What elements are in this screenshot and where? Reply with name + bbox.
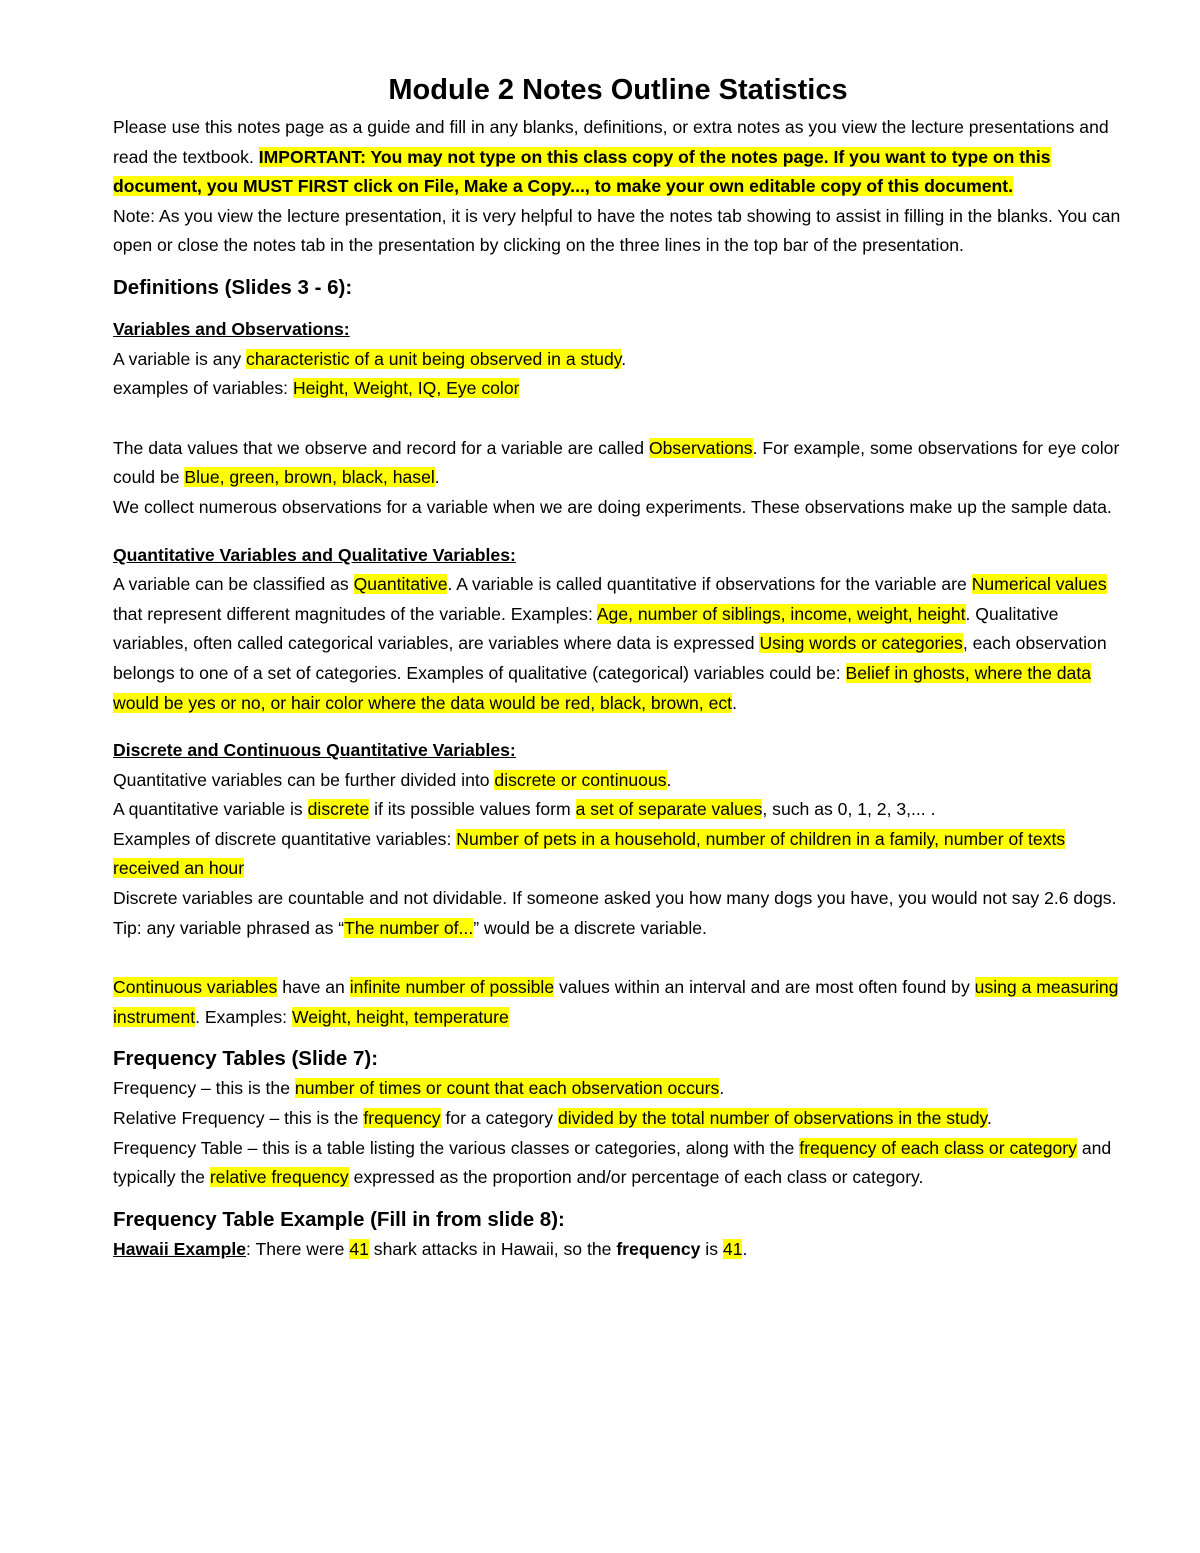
section-heading-frequency-tables: Frequency Tables (Slide 7): <box>113 1047 379 1071</box>
fill-in-answer: using a measuring instrument <box>113 977 1119 1027</box>
variable-examples: examples of variables: Height, Weight, IQ, Eye color <box>113 378 520 399</box>
example-label: Hawaii Example <box>113 1238 246 1259</box>
intro-paragraph: Please use this notes page as a guide and fill in any blanks, definitions, or extra notes as you view the lecture presentations and read the textbook. IMPORTANT: You may not type on this class copy of the notes page. If you want to type on this document, you MUST FIRST click on File, Make a Copy..., to make your own editable copy of this document. <box>113 117 1109 197</box>
frequency-definition: Frequency – this is the number of times or count that each observation occurs. <box>113 1078 725 1099</box>
important-notice: IMPORTANT: You may not type on this class copy of the notes page. If you want to type on this document, you MUST FIRST click on File, Make a Copy..., to make your own editable copy of this document. <box>113 146 1051 197</box>
fill-in-answer: Numerical values <box>971 574 1107 595</box>
fill-in-answer: divided by the total number of observations in the study <box>557 1108 987 1129</box>
fill-in-answer: 41 <box>722 1238 743 1259</box>
fill-in-answer: The number of... <box>344 917 474 938</box>
fill-in-answer: Number of pets in a household, number of children in a family, number of texts received an hour <box>113 828 1066 879</box>
fill-in-answer: Age, number of siblings, income, weight, height <box>596 603 966 624</box>
fill-in-answer: frequency <box>363 1108 441 1129</box>
document-body <box>113 113 1123 1264</box>
section-heading-frequency-example: Frequency Table Example (Fill in from slide 8): <box>113 1207 565 1231</box>
fill-in-answer: discrete or continuous <box>494 769 667 790</box>
fill-in-answer: relative frequency <box>209 1167 349 1188</box>
fill-in-answer: number of times or count that each observation occurs <box>294 1078 720 1099</box>
observations-definition: The data values that we observe and record for a variable are called Observations. For example, some observations for eye color could be Blue, green, brown, black, hasel. <box>113 437 1120 488</box>
fill-in-answer: Using words or categories <box>759 633 963 654</box>
discrete-definition: A quantitative variable is discrete if its possible values form a set of separate values, such as 0, 1, 2, 3,... . <box>113 799 936 820</box>
fill-in-answer: Quantitative <box>353 574 448 595</box>
continuous-definition: Continuous variables have an infinite number of possible values within an interval and are most often found by using a measuring instrument. Examples: Weight, height, temperature <box>113 977 1119 1027</box>
note-paragraph: Note: As you view the lecture presentation, it is very helpful to have the notes tab showing to assist in filling in the blanks. You can open or close the notes tab in the presentation by clicking on the three lines in the top bar of the presentation. <box>113 205 1121 256</box>
subheading-variables-observations: Variables and Observations: <box>113 318 350 339</box>
page-title: Module 2 Notes Outline Statistics <box>388 74 848 106</box>
fill-in-answer: Belief in ghosts, where the data would be yes or no, or hair color where the data would be red, black, brown, ect <box>113 662 1092 713</box>
divided-into-line: Quantitative variables can be further divided into discrete or continuous. <box>113 769 672 790</box>
frequency-table-definition: Frequency Table – this is a table listing the various classes or categories, along with the frequency of each class or category and typically the relative frequency expressed as the proportion and/or percentage of each class or category. <box>113 1137 1112 1188</box>
fill-in-answer: 41 <box>349 1238 369 1259</box>
fill-in-answer: infinite number of possible <box>349 977 555 998</box>
fill-in-answer: Observations <box>648 437 753 458</box>
quantitative-qualitative-paragraph: A variable can be classified as Quantitative. A variable is called quantitative if observations for the variable are Numerical values that represent different magnitudes of the variable. Examples: Age, number of siblings, income, weight, height. Qualitative variables, often called categorical variables, are variables where data is expressed Using words or categories, each observation belongs to one of a set of categories. Examples of qualitative (categorical) variables could be: Belief in ghosts, where the data would be yes or no, or hair color where the data would be red, black, brown, ect. <box>113 574 1107 713</box>
sample-data-paragraph: We collect numerous observations for a variable when we are doing experiments. These observations make up the sample data. <box>113 496 1112 517</box>
fill-in-answer: Weight, height, temperature <box>291 1006 509 1027</box>
fill-in-answer: Continuous variables <box>113 977 278 998</box>
relative-frequency-definition: Relative Frequency – this is the frequency for a category divided by the total number of observations in the study. <box>113 1108 992 1129</box>
discrete-tip: Tip: any variable phrased as “The number of...” would be a discrete variable. <box>113 917 707 938</box>
subheading-discrete-continuous: Discrete and Continuous Quantitative Variables: <box>113 740 516 761</box>
fill-in-answer: Height, Weight, IQ, Eye color <box>292 378 520 399</box>
fill-in-answer: Blue, green, brown, black, hasel <box>184 467 435 488</box>
discrete-examples: Examples of discrete quantitative variables: Number of pets in a household, number of children in a family, number of texts received an hour <box>113 828 1066 879</box>
discrete-countable-paragraph: Discrete variables are countable and not dividable. If someone asked you how many dogs you have, you would not say 2.6 dogs. <box>113 888 1117 909</box>
fill-in-answer: frequency of each class or category <box>799 1137 1077 1158</box>
variable-definition: A variable is any characteristic of a unit being observed in a study. <box>113 348 627 369</box>
fill-in-answer: a set of separate values <box>575 799 763 820</box>
section-heading-definitions: Definitions (Slides 3 - 6): <box>113 275 353 299</box>
fill-in-answer: characteristic of a unit being observed in a study <box>246 348 622 369</box>
subheading-quantitative-qualitative: Quantitative Variables and Qualitative Variables: <box>113 544 516 565</box>
hawaii-example: Hawaii Example: There were 41 shark attacks in Hawaii, so the frequency is 41. <box>113 1238 748 1259</box>
fill-in-answer: discrete <box>307 799 370 820</box>
